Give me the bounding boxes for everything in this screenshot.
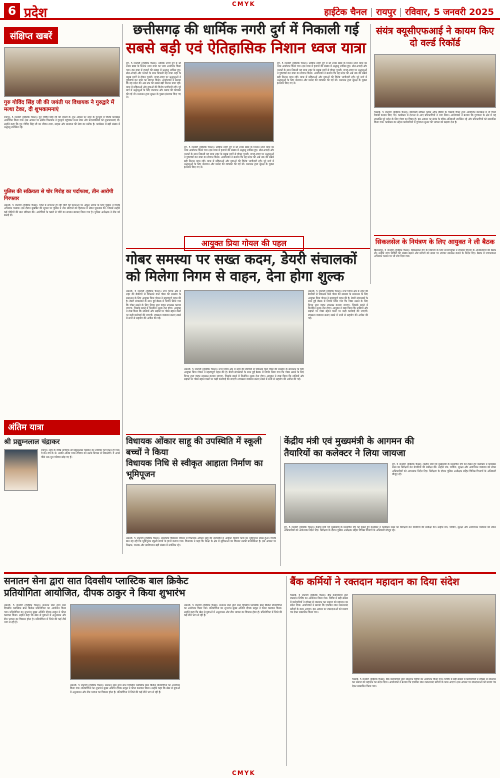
section-title: प्रदेश xyxy=(24,6,48,21)
tribute-name: श्री प्रद्युम्नलाल चंद्राकर xyxy=(4,438,60,446)
blood-donation-photo xyxy=(352,594,496,674)
tribute-title: अंतिम यात्रा xyxy=(4,420,120,435)
minister-body: दुर्ग, 5 जनवरी (हाईटेक चैनल)। केंद्रीय मंत्री एवं मुख्यमंत्री के प्रस्तावित दौरे को देखते हुए कलेक्टर ने कार्यक्रम स्थल का निरीक्षण कर तैयारियों की समीक्षा की। उन्होंने मंच, पार्किंग, सुरक्षा और आवागमन व्यवस्था को लेकर अधिकारियों को आवश्यक निर्देश दिए। निरीक्षण के दौरान पुलिस अधीक्षक सहित विभिन्न विभागों के अधिकारी मौजूद रहे। xyxy=(392,463,496,477)
blood-donation-body: भिलाई, 5 जनवरी (हाईटेक चैनल)। बैंक कर्मचारियों द्वारा रक्तदान शिविर का आयोजन किया गया। शिविर में बड़ी संख्या में कर्मचारियों ने स्वेच्छा से रक्तदान कर समाज को महादान का संदेश दिया। आयोजकों ने बताया कि एकत्रित रक्त जरूरतमंद मरीजों के काम आएगा। इस अवसर पर रक्तदाताओं को प्रमाण पत्र देकर सम्मानित किया गया। xyxy=(290,594,348,615)
top-story xyxy=(126,22,366,58)
brief-text: रायपुर, 5 जनवरी (हाईटेक चैनल)। गुरु गोविंद सिंह जी की जयंती के शुभ अवसर पर शहर के गुरुद्वारे में विशेष कार्यक्रम आयोजित किया गया। इस अवसर पर क्षेत्रीय विधायक ने गुरुद्वारे पहुंचकर मत्था टेका और प्रदेशवासियों को शुभकामनाएं दीं। उन्होंने कहा कि गुरु गोविंद सिंह जी का जीवन त्याग, साहस और मानवता की सेवा का प्रतीक है। कार्यक्रम में बड़ी संख्या में श्रद्धालु उपस्थित रहे। xyxy=(4,116,120,130)
tribute-text: रायपुर। शहर के वरिष्ठ नागरिक श्री प्रद्युम्नलाल चंद्राकर का शनिवार को निधन हो गया। वे 84 वर्ष के थे। उनकी अंतिम यात्रा रविवार को उनके निवास से निकलेगी। वे अपने पीछे भरा-पूरा परिवार छोड़ गए हैं। xyxy=(41,449,120,459)
procession-photo xyxy=(184,62,274,142)
blood-donation-headline: बैंक कर्मियों ने रक्तदान महादान का दिया संदेश xyxy=(290,577,460,588)
tribute-box xyxy=(4,420,120,550)
city-name: रायपुर xyxy=(376,8,397,18)
second-brief-headline: पुलिस की सक्रियता से चोर गिरोह का पर्दाफाश, तीन आरोपी गिरफ्तार xyxy=(4,189,114,202)
brief-headline: गुरु गोविंद सिंह जी की जयंती पर विधायक ने गुरुद्वारे में मत्था टेका, दी शुभकामनाएं xyxy=(4,100,115,113)
middle-headline-1: गोबर समस्या पर सख्त कदम, डेयरी संचालकों xyxy=(126,252,357,268)
brief-news-photo xyxy=(4,47,120,97)
section-rule xyxy=(126,248,370,249)
middle-body-3: धमतरी, 5 जनवरी (हाईटेक चैनल)। नगर निगम क्षेत्र में शहर की डेयरियों से निकलने वाले गोबर की समस्या के समाधान के लिए आयुक्त प्रिया गोयल ने महत्वपूर्ण पहल की है। डेयरी संचालकों के साथ हुई बैठक में निर्णय लिया गया कि गोबर उठाने के लिए निगम द्वारा वाहन उपलब्ध कराया जाएगा, जिसके बदले में निर्धारित शुल्क देना होगा। आयुक्त ने स्पष्ट किया कि नालियों और सड़कों पर गोबर बहाने वालों पर कड़ी कार्रवाई की जाएगी। स्वच्छता व्यवस्था बनाए रखने में सभी से सहयोग की अपील की गई। xyxy=(308,290,368,321)
collector-inspection-photo xyxy=(284,463,388,523)
right-sub-body: बिलासपुर, 5 जनवरी (हाईटेक चैनल)। सिकलसेल रोग के नियंत्रण के लिए संभागायुक्त ने स्वास्थ्य विभाग के अधिकारियों की बैठक ली। उन्होंने जांच शिविरों की संख्या बढ़ाने और मरीजों को समय पर उपचार उपलब्ध कराने के निर्देश दिए। बैठक में जागरूकता अभियान चलाने पर भी जोर दिया गया। xyxy=(374,248,496,259)
left-column xyxy=(4,24,120,364)
school-headline-1: विधायक ओंकार साहू की उपस्थिति में स्कूली बच्चों ने किया xyxy=(126,437,262,458)
blood-donation-body-2: भिलाई, 5 जनवरी (हाईटेक चैनल)। बैंक कर्मचारियों द्वारा रक्तदान शिविर का आयोजन किया गया। शिविर में बड़ी संख्या में कर्मचारियों ने स्वेच्छा से रक्तदान कर समाज को महादान का संदेश दिया। आयोजकों ने बताया कि एकत्रित रक्त जरूरतमंद मरीजों के काम आएगा। इस अवसर पर रक्तदाताओं को प्रमाण पत्र देकर सम्मानित किया गया। xyxy=(352,678,496,688)
cricket-story xyxy=(4,576,284,600)
top-story-body-2: दुर्ग, 5 जनवरी (हाईटेक चैनल)। धार्मिक नगरी दुर्ग में श्री श्याम बाबा के निशान ध्वज यात्रा का भव्य आयोजन किया गया। इस यात्रा में हजारों की संख्या में श्रद्धालु शामिल हुए। ढोल-नगाड़ों और भजनों के साथ निकली यह यात्रा शहर के प्रमुख मार्गों से होकर गुजरी। जगह-जगह पर श्रद्धालुओं ने पुष्पवर्षा कर यात्रा का स्वागत किया। आयोजकों ने बताया कि यह प्रदेश की अब तक की सबसे बड़ी निशान यात्रा रही। यात्रा में महिलाओं और युवाओं की विशेष भागीदारी रही। पूरे मार्ग में श्रद्धालुओं के लिए जलपान और प्रसाद की व्यवस्था की गई थी। प्रशासन द्वारा सुरक्षा के पुख्ता इंतजाम किए गए थे। xyxy=(184,146,274,170)
section-rule xyxy=(126,434,266,435)
top-story-headline-2: सबसे बड़ी एवं ऐतिहासिक निशान ध्वज यात्रा xyxy=(126,39,366,57)
top-story-headline-1: छत्तीसगढ़ की धार्मिक नगरी दुर्ग में निकाली गई xyxy=(133,22,359,38)
cricket-headline-2: प्रतियोगिता आयोजित, दीपक ठाकुर ने किया शुभारंभ xyxy=(4,588,186,599)
column-divider-right xyxy=(370,24,371,284)
minister-headline-2: तैयारियों का कलेक्टर ने लिया जायजा xyxy=(284,448,406,459)
bottom-rule xyxy=(4,572,496,574)
middle-body-2: धमतरी, 5 जनवरी (हाईटेक चैनल)। नगर निगम क्षेत्र में शहर की डेयरियों से निकलने वाले गोबर की समस्या के समाधान के लिए आयुक्त प्रिया गोयल ने महत्वपूर्ण पहल की है। डेयरी संचालकों के साथ हुई बैठक में निर्णय लिया गया कि गोबर उठाने के लिए निगम द्वारा वाहन उपलब्ध कराया जाएगा, जिसके बदले में निर्धारित शुल्क देना होगा। आयुक्त ने स्पष्ट किया कि नालियों और सड़कों पर गोबर बहाने वालों पर कड़ी कार्रवाई की जाएगी। स्वच्छता व्यवस्था बनाए रखने में सभी से सहयोग की अपील की गई। xyxy=(184,368,304,382)
second-brief-text: धमतरी, 5 जनवरी (हाईटेक चैनल)। जिले में लगातार हो रही चोरी की घटनाओं पर अंकुश लगाने के लिए पुलिस ने विशेष अभियान चलाया। इस दौरान मुखबिर की सूचना पर पुलिस ने तीन संदिग्धों को हिरासत में लेकर पूछताछ की, जिसमें उन्होंने कई चोरियों की बात स्वीकार की। आरोपियों के कब्जे से चोरी का सामान बरामद किया गया है। पुलिस अधीक्षक ने टीम को बधाई दी। xyxy=(4,204,120,218)
cricket-body-3: धमतरी, 5 जनवरी (हाईटेक चैनल)। सनातन सेना द्वारा सात दिवसीय प्लास्टिक बाल क्रिकेट प्रतियोगिता का आयोजन किया गया। प्रतियोगिता का शुभारंभ मुख्य अतिथि दीपक ठाकुर ने फीता काटकर किया। उन्होंने कहा कि खेल से युवाओं में अनुशासन और टीम भावना का विकास होता है। प्रतियोगिता में जिले की कई टीमें भाग ले रही हैं। xyxy=(184,604,282,618)
masthead: हाईटेक चैनल | रायपुर | रविवार, 5 जनवरी 2025 xyxy=(324,8,494,18)
column-divider xyxy=(122,24,123,554)
cricket-body-2: धमतरी, 5 जनवरी (हाईटेक चैनल)। सनातन सेना द्वारा सात दिवसीय प्लास्टिक बाल क्रिकेट प्रतियोगिता का आयोजन किया गया। प्रतियोगिता का शुभारंभ मुख्य अतिथि दीपक ठाकुर ने फीता काटकर किया। उन्होंने कहा कि खेल से युवाओं में अनुशासन और टीम भावना का विकास होता है। प्रतियोगिता में जिले की कई टीमें भाग ले रही हैं। xyxy=(70,684,180,694)
right-story-body: भिलाई, 5 जनवरी (हाईटेक चैनल)। क्वालिटी सर्किल फोरम ऑफ इंडिया के भिलाई चैप्टर द्वारा आयोजित कार्यक्रम में दो विश्व रिकॉर्ड कायम किए गए। कार्यक्रम में देशभर से आए प्रतिभागियों ने भाग लिया। आयोजकों ने बताया कि गुणवत्ता के क्षेत्र में यह उपलब्धि पूरे प्रदेश के लिए गौरव का विषय है। इस अवसर पर संयंत्र के वरिष्ठ अधिकारी उपस्थित रहे और प्रतिभागियों को सम्मानित किया गया। कार्यक्रम का उद्देश्य कर्मचारियों में गुणवत्ता सुधार की भावना को बढ़ावा देना है। xyxy=(374,111,496,125)
footer-cmyk-mark: CMYK xyxy=(232,770,256,777)
paper-name: हाईटेक चैनल xyxy=(324,8,368,18)
page-header xyxy=(0,0,500,20)
qcfi-photo xyxy=(374,54,496,108)
school-story xyxy=(126,437,276,599)
page-number: 6 xyxy=(4,3,20,19)
school-body: धमतरी, 5 जनवरी (हाईटेक चैनल)। शासकीय विद्यालय परिसर में विधायक ओंकार साहू की उपस्थिति में आहाता निर्माण कार्य का भूमिपूजन संपन्न हुआ। विशेष बात यह रही कि भूमिपूजन स्कूली बच्चों के हाथों कराया गया। विधायक ने कहा कि शिक्षा के क्षेत्र में सुविधाओं का विस्तार उनकी प्राथमिकता है। इस अवसर पर शिक्षक, पालक और ग्रामीणजन बड़ी संख्या में उपस्थित रहे। xyxy=(126,537,276,547)
top-story-body: दुर्ग, 5 जनवरी (हाईटेक चैनल)। धार्मिक नगरी दुर्ग में श्री श्याम बाबा के निशान ध्वज यात्रा का भव्य आयोजन किया गया। इस यात्रा में हजारों की संख्या में श्रद्धालु शामिल हुए। ढोल-नगाड़ों और भजनों के साथ निकली यह यात्रा शहर के प्रमुख मार्गों से होकर गुजरी। जगह-जगह पर श्रद्धालुओं ने पुष्पवर्षा कर यात्रा का स्वागत किया। आयोजकों ने बताया कि यह प्रदेश की अब तक की सबसे बड़ी निशान यात्रा रही। यात्रा में महिलाओं और युवाओं की विशेष भागीदारी रही। पूरे मार्ग में श्रद्धालुओं के लिए जलपान और प्रसाद की व्यवस्था की गई थी। प्रशासन द्वारा सुरक्षा के पुख्ता इंतजाम किए गए थे। xyxy=(126,62,181,100)
minister-headline-1: केंद्रीय मंत्री एवं मुख्यमंत्री के आगमन की xyxy=(284,437,415,447)
issue-date: रविवार, 5 जनवरी 2025 xyxy=(405,8,494,18)
cricket-body: धमतरी, 5 जनवरी (हाईटेक चैनल)। सनातन सेना द्वारा सात दिवसीय प्लास्टिक बाल क्रिकेट प्रतियोगिता का आयोजन किया गया। प्रतियोगिता का शुभारंभ मुख्य अतिथि दीपक ठाकुर ने फीता काटकर किया। उन्होंने कहा कि खेल से युवाओं में अनुशासन और टीम भावना का विकास होता है। प्रतियोगिता में जिले की कई टीमें भाग ले रही हैं। xyxy=(4,604,66,625)
column-divider-minister xyxy=(280,436,281,566)
cmyk-mark: CMYK xyxy=(232,1,256,8)
middle-body: धमतरी, 5 जनवरी (हाईटेक चैनल)। नगर निगम क्षेत्र में शहर की डेयरियों से निकलने वाले गोबर की समस्या के समाधान के लिए आयुक्त प्रिया गोयल ने महत्वपूर्ण पहल की है। डेयरी संचालकों के साथ हुई बैठक में निर्णय लिया गया कि गोबर उठाने के लिए निगम द्वारा वाहन उपलब्ध कराया जाएगा, जिसके बदले में निर्धारित शुल्क देना होगा। आयुक्त ने स्पष्ट किया कि नालियों और सड़कों पर गोबर बहाने वालों पर कड़ी कार्रवाई की जाएगी। स्वच्छता व्यवस्था बनाए रखने में सभी से सहयोग की अपील की गई। xyxy=(126,290,181,321)
cricket-photo xyxy=(70,604,180,680)
dairy-photo xyxy=(184,290,304,364)
school-headline-2: विधायक निधि से स्वीकृत आहाता निर्माण का भूमिपूजन xyxy=(126,459,263,480)
top-story-col-1 xyxy=(126,62,181,222)
school-photo xyxy=(126,484,276,534)
middle-story xyxy=(126,252,496,286)
column-divider-bottom xyxy=(286,576,287,766)
middle-headline-2: को मिलेगा निगम से वाहन, देना होगा शुल्क xyxy=(126,269,345,285)
blood-donation-story xyxy=(290,576,496,589)
right-story-headline: संयंत्र क्यूसीएफआई ने कायम किए दो वर्ल्ड रिकॉर्ड xyxy=(375,26,495,49)
minister-story xyxy=(284,437,496,574)
brief-news-title: संक्षिप्त खबरें xyxy=(4,27,58,44)
tribute-portrait xyxy=(4,449,38,491)
cricket-headline-1: सनातन सेना द्वारा सात दिवसीय प्लास्टिक बाल क्रिकेट xyxy=(4,576,189,587)
photo-caption: आयुक्त प्रिया गोयल की पहल xyxy=(184,236,304,251)
minister-body-2: दुर्ग, 5 जनवरी (हाईटेक चैनल)। केंद्रीय मंत्री एवं मुख्यमंत्री के प्रस्तावित दौरे को देखते हुए कलेक्टर ने कार्यक्रम स्थल का निरीक्षण कर तैयारियों की समीक्षा की। उन्होंने मंच, पार्किंग, सुरक्षा और आवागमन व्यवस्था को लेकर अधिकारियों को आवश्यक निर्देश दिए। निरीक्षण के दौरान पुलिस अधीक्षक सहित विभिन्न विभागों के अधिकारी मौजूद रहे। xyxy=(284,526,496,533)
right-sub-headline: सिकलसेल के नियंत्रण के लिए आयुक्त ने ली बैठक xyxy=(374,235,496,247)
top-story-body-3: दुर्ग, 5 जनवरी (हाईटेक चैनल)। धार्मिक नगरी दुर्ग में श्री श्याम बाबा के निशान ध्वज यात्रा का भव्य आयोजन किया गया। इस यात्रा में हजारों की संख्या में श्रद्धालु शामिल हुए। ढोल-नगाड़ों और भजनों के साथ निकली यह यात्रा शहर के प्रमुख मार्गों से होकर गुजरी। जगह-जगह पर श्रद्धालुओं ने पुष्पवर्षा कर यात्रा का स्वागत किया। आयोजकों ने बताया कि यह प्रदेश की अब तक की सबसे बड़ी निशान यात्रा रही। यात्रा में महिलाओं और युवाओं की विशेष भागीदारी रही। पूरे मार्ग में श्रद्धालुओं के लिए जलपान और प्रसाद की व्यवस्था की गई थी। प्रशासन द्वारा सुरक्षा के पुख्ता इंतजाम किए गए थे। xyxy=(277,62,367,86)
